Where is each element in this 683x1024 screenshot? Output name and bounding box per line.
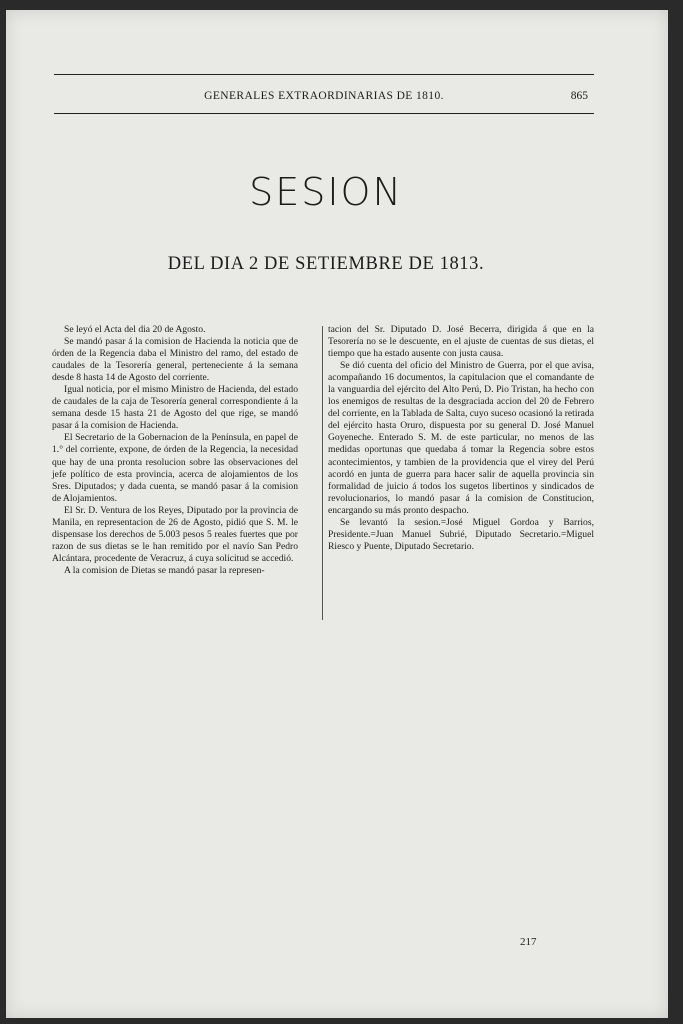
document-page [6, 10, 668, 1018]
running-title: GENERALES EXTRAORDINARIAS DE 1810. [204, 90, 444, 102]
session-title: SESION [249, 170, 403, 214]
paragraph: Se leyó el Acta del dia 20 de Agosto. [64, 324, 206, 335]
paragraph: El Sr. D. Ventura de los Reyes, Diputado por la provincia de Manila, en representacion de 26 de Agosto, pidió que S. M. le dispensase los derechos de 5.003 pesos 5 reales fuertes que por razon de sus dietas se le han remitido por el navío San Pedro Alcántara, procedente de Veracruz, á cuya solicitud se accedió. [52, 504, 298, 564]
column-divider [322, 326, 323, 620]
paragraph: Se levantó la sesion.=José Miguel Gordoa y Barrios, Presidente.=Juan Manuel Subrié, Diputado Secretario.=Miguel Riesco y Puente, Diputado Secretario. [328, 516, 594, 552]
paragraph: El Secretario de la Gobernacion de la Península, en papel de 1.° del corriente, expone, de órden de la Regencia, la necesidad que hay de una pronta resolucion sobre las observaciones del jefe político de esta provincia, acerca de alojamientos de los Sres. Diputados; y dada cuenta, se mandó pasar á la comision de Alojamientos. [52, 432, 298, 504]
paragraph: Se mandó pasar á la comision de Hacienda la noticia que de órden de la Regencia daba el Ministro del ramo, del estado de caudales de la Tesorería general, perteneciente á la semana desde 8 hasta 14 de Agosto del corriente. [52, 336, 298, 384]
page-number: 865 [570, 90, 588, 102]
left-column [52, 324, 298, 577]
running-header [54, 74, 594, 114]
paragraph: Igual noticia, por el mismo Ministro de Hacienda, del estado de caudales de la caja de Tesorería general correspondiente á la semana desde 15 hasta 21 de Agosto del que rige, se mandó pasar á la comision de Hacienda. [52, 384, 298, 432]
session-date: DEL DIA 2 DE SETIEMBRE DE 1813. [167, 254, 485, 274]
paragraph: tacion del Sr. Diputado D. José Becerra, dirigida á que en la Tesorería no se le descuente, en el ajuste de cuentas de sus dietas, el tiempo que ha estado ausente con justa causa. [328, 324, 594, 360]
right-column [328, 324, 594, 553]
paragraph: A la comision de Dietas se mandó pasar la represen- [64, 564, 265, 576]
paragraph: Se dió cuenta del oficio del Ministro de Guerra, por el que avisa, acompañando 16 documentos, la capitulacion que el comandante de la vanguardia del ejército del Alto Perú, D. Pio Tristan, ha hecho con los enemigos de resultas de la desgraciada accion del 20 de Febrero del corriente, en la Tablada de Salta, cuyo suceso ocasionó la retirada del ejército hasta Oruro, dispuesta por su general D. José Manuel Goyeneche. Enterado S. M. de este particular, no menos de las medidas oportunas que quedaba á tomar la Regencia sobre estos acontecimientos, y tambien de la providencia que el virey del Perú acordó en junta de guerra para hacer salir de aquella provincia sin formalidad de juicio á todos los sugetos libertinos y sindicados de revolucionarios, lo mandó pasar á la comision de Constitucion, encargando su más pronto despacho. [328, 360, 594, 516]
signature-number: 217 [520, 936, 537, 948]
